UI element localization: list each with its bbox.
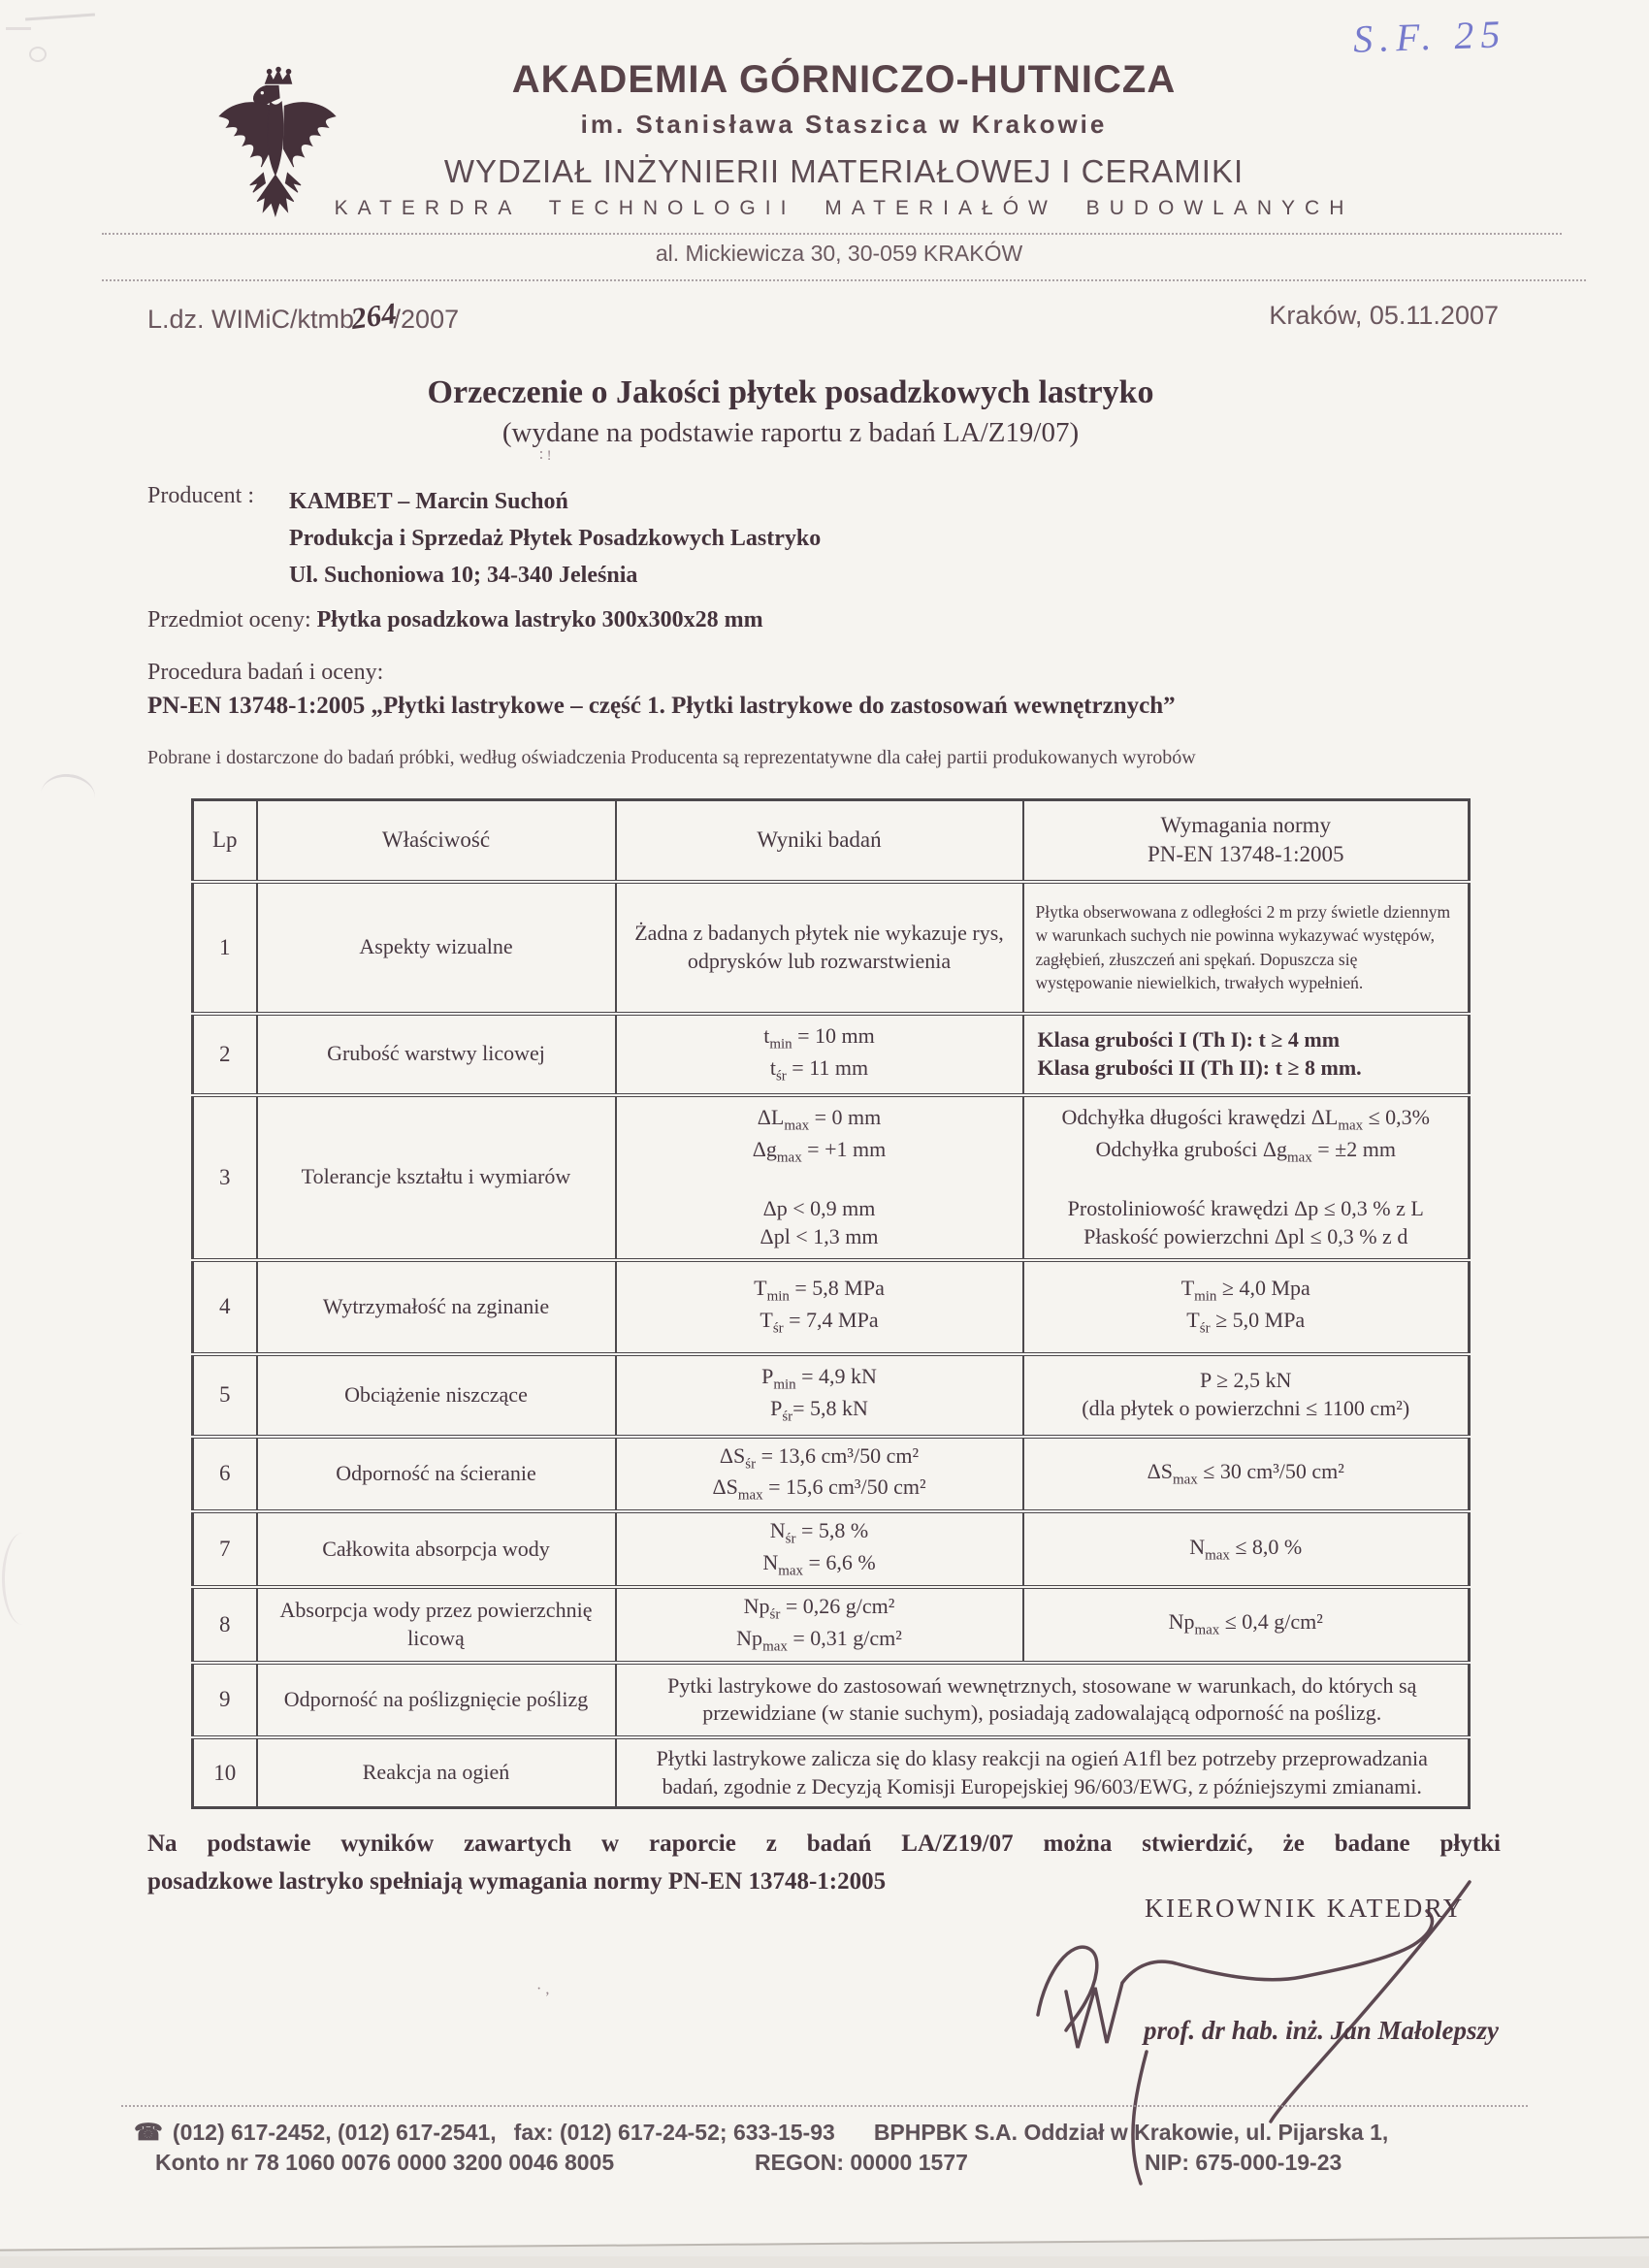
document-title: Orzeczenie o Jakości płytek posadzkowych lastryko [427, 374, 1154, 410]
col-header-property: Właściwość [257, 800, 616, 882]
table-row [193, 1587, 1470, 1663]
place-and-date: Kraków, 05.11.2007 [1269, 301, 1499, 330]
cell-result: $Np_{śr} = 0,26$ g/cm² $Np_{max} = 0,31$ g/cm² [616, 1587, 1023, 1663]
col-header-results: Wyniki badań [616, 800, 1023, 882]
table-row [193, 1437, 1470, 1512]
producer-activity: Produkcja i Sprzedaż Płytek Posadzkowych Lastryko [289, 526, 822, 551]
cell-property: Aspekty wizualne [257, 882, 616, 1014]
cell-result: $\Delta S_{śr} = 13,6$ cm³/50 cm² $\Delta S_{max} = 15,6$ cm³/50 cm² [616, 1437, 1023, 1512]
subject-label: Przedmiot oceny: [147, 607, 317, 632]
evaluation-subject [147, 607, 763, 633]
cell-property: Odporność na ścieranie [257, 1437, 616, 1512]
handwritten-filing-note: S.F. 25 [1352, 12, 1508, 61]
results-table-wrapper [191, 798, 1471, 1809]
cell-requirement: Odchyłka długości krawędzi $\Delta L_{max} \le 0,3\%$ Odchyłka grubości $\Delta g_{max} = \pm 2$ mm Prostoliniowość krawędzi Δp ≤ 0,3 % z L Płaskość powierzchni Δpl ≤ 0,3 % z d [1023, 1095, 1470, 1260]
cell-result: Płytki lastrykowe zalicza się do klasy reakcji na ogień A1fl bez potrzeby przeprowadzania badań, zgodnie z Decyzją Komisji Europejskiej 96/603/EWG, z późniejszymi zmianami. [616, 1737, 1470, 1808]
table-row [193, 1354, 1470, 1437]
footer-registry-line [0, 2150, 1649, 2179]
footer-fax: fax: (012) 617-24-52; 633-15-93 [513, 2120, 835, 2145]
scan-smudge: ∶ ! [539, 448, 552, 464]
institution-patron: im. Stanisława Staszica w Krakowie [580, 110, 1108, 139]
letterhead [116, 58, 1571, 220]
cell-requirement: $T_{min} \ge 4,0$ Mpa $T_{śr} \ge 5,0$ MPa [1023, 1260, 1470, 1354]
reference-handwritten-number: 264 [348, 295, 399, 337]
institution-name: AKADEMIA GÓRNICZO-HUTNICZA [511, 58, 1177, 101]
table-row [193, 1511, 1470, 1587]
cell-lp: 5 [193, 1354, 257, 1437]
cell-property: Odporność na poślizgnięcie poślizg [257, 1663, 616, 1737]
table-row [193, 1095, 1470, 1260]
footer-phones: (012) 617-2452, (012) 617-2541, [172, 2120, 497, 2145]
divider-line [102, 279, 1586, 281]
scan-smudge [39, 771, 97, 821]
cell-result: $T_{min} = 5,8$ MPa $T_{śr} = 7,4$ MPa [616, 1260, 1023, 1354]
cell-lp: 9 [193, 1663, 257, 1737]
cell-property: Wytrzymałość na zginanie [257, 1260, 616, 1354]
col-header-lp: Lp [193, 800, 257, 882]
col-header-requirements-line2: PN-EN 13748-1:2005 [1147, 842, 1344, 867]
institution-address: al. Mickiewicza 30, 30-059 KRAKÓW [655, 241, 1023, 266]
reference-row [147, 295, 1499, 337]
cell-property: Grubość warstwy licowej [257, 1014, 616, 1095]
table-row [193, 882, 1470, 1014]
table-row [193, 1260, 1470, 1354]
cell-result: $P_{min} = 4,9$ kN $P_{śr}= 5,8$ kN [616, 1354, 1023, 1437]
cell-requirement: Klasa grubości I (Th I): t ≥ 4 mm Klasa grubości II (Th II): t ≥ 8 mm. [1023, 1014, 1470, 1095]
document-subtitle: (wydane na podstawie raportu z badań LA/Z19/07) [501, 417, 1080, 448]
cell-result: $t_{min} = 10$ mm $t_{śr} = 11$ mm [616, 1014, 1023, 1095]
cell-result: Żadna z badanych płytek nie wykazuje rys, odprysków lub rozwarstwienia [616, 882, 1023, 1014]
subject-value: Płytka posadzkowa lastryko 300x300x28 mm [316, 607, 763, 632]
reference-prefix: L.dz. WIMiC/ktmb [147, 305, 355, 334]
reference-number [147, 295, 460, 337]
conclusion-paragraph [147, 1826, 1501, 1901]
cell-lp: 1 [193, 882, 257, 1014]
footer-bank: BPHPBK S.A. Oddział w Krakowie, ul. Pijarska 1, [873, 2120, 1389, 2145]
signatory-name: prof. dr hab. inż. Jan Małolepszy [1143, 2016, 1499, 2045]
col-header-requirements-line1: Wymagania normy [1160, 813, 1332, 838]
cell-requirement: Płytka obserwowana z odległości 2 m przy świetle dziennym w warunkach suchych nie powinna wykazywać występów, zagłębień, złuszczeń ani spękań. Dopuszcza się występowanie niewielkich, trwałych wypełnień. [1023, 882, 1470, 1014]
scan-smudge [6, 27, 31, 30]
cell-result: $N_{śr} = 5,8$ % $N_{max} = 6,6$ % [616, 1511, 1023, 1587]
producer-address: Ul. Suchoniowa 10; 34-340 Jeleśnia [289, 563, 638, 588]
scan-smudge [25, 13, 95, 20]
procedure-label: Procedura badań i oceny: [147, 660, 384, 685]
footer-account: Konto nr 78 1060 0076 0000 3200 0046 8005 [155, 2150, 615, 2175]
cell-lp: 2 [193, 1014, 257, 1095]
table-row [193, 1014, 1470, 1095]
divider-line [102, 233, 1562, 235]
cell-lp: 10 [193, 1737, 257, 1808]
producer-details [289, 483, 821, 594]
cell-property: Obciążenie niszczące [257, 1354, 616, 1437]
signatory-role: KIEROWNIK KATEDRY [1145, 1894, 1465, 1923]
cell-requirement: $\Delta S_{max} \le 30$ cm³/50 cm² [1023, 1437, 1470, 1512]
cell-requirement: $N_{max} \le 8,0$ % [1023, 1511, 1470, 1587]
cell-property: Absorpcja wody przez powierzchnię licową [257, 1587, 616, 1663]
table-header-row [193, 800, 1470, 882]
paper-edge [0, 2256, 1649, 2268]
scan-smudge: · , [536, 1981, 550, 1997]
cell-result: Pytki lastrykowe do zastosowań wewnętrznych, stosowane w warunkach, do których są przewidziane (w stanie suchym), posiadają zadowalającą odporność na poślizg. [616, 1663, 1470, 1737]
document-title-block [58, 374, 1523, 449]
footer-divider [121, 2105, 1528, 2107]
producer-label: Producent : [147, 483, 254, 508]
phone-icon: ☎ [134, 2120, 163, 2146]
cell-property: Całkowita absorpcja wody [257, 1511, 616, 1587]
scan-smudge [2, 1533, 44, 1625]
cell-lp: 7 [193, 1511, 257, 1587]
conclusion-line1: Na podstawie wyników zawartych w raporcie z badań LA/Z19/07 można stwierdzić, że badane płytki [147, 1831, 1501, 1857]
cell-requirement: $Np_{max} \le 0,4$ g/cm² [1023, 1587, 1470, 1663]
table-row [193, 1737, 1470, 1808]
cell-requirement: P ≥ 2,5 kN (dla płytek o powierzchni ≤ 1100 cm²) [1023, 1354, 1470, 1437]
procedure-standard: PN-EN 13748-1:2005 „Płytki lastrykowe – część 1. Płytki lastrykowe do zastosowań wewnętrznych” [147, 693, 1176, 719]
table-row [193, 1663, 1470, 1737]
footer-contact-line [134, 2119, 1569, 2147]
scan-smudge [29, 47, 47, 62]
cell-lp: 3 [193, 1095, 257, 1260]
footer-nip: NIP: 675-000-19-23 [1145, 2150, 1342, 2175]
faculty-name: WYDZIAŁ INŻYNIERII MATERIAŁOWEJ I CERAMIKI [443, 153, 1245, 189]
footer-regon: REGON: 00000 1577 [755, 2150, 968, 2175]
cell-lp: 6 [193, 1437, 257, 1512]
results-table-body [193, 882, 1470, 1808]
reference-suffix: /2007 [393, 305, 460, 334]
cell-result: $\Delta L_{max} = 0$ mm $\Delta g_{max} = +1$ mm Δp < 0,9 mm Δpl < 1,3 mm [616, 1095, 1023, 1260]
paper-edge [0, 2236, 1649, 2268]
cell-lp: 8 [193, 1587, 257, 1663]
producer-name: KAMBET – Marcin Suchoń [289, 489, 568, 514]
col-header-requirements [1023, 800, 1470, 882]
cell-property: Tolerancje kształtu i wymiarów [257, 1095, 616, 1260]
cell-lp: 4 [193, 1260, 257, 1354]
sampling-note: Pobrane i dostarczone do badań próbki, według oświadczenia Producenta są reprezentatywne dla całej partii produkowanych wyrobów [147, 747, 1196, 768]
conclusion-line2: posadzkowe lastryko spełniają wymagania normy PN-EN 13748-1:2005 [147, 1867, 887, 1895]
department-name: KATERDRA TECHNOLOGII MATERIAŁÓW BUDOWLANYCH [334, 197, 1354, 219]
cell-property: Reakcja na ogień [257, 1737, 616, 1808]
results-table [191, 798, 1471, 1809]
